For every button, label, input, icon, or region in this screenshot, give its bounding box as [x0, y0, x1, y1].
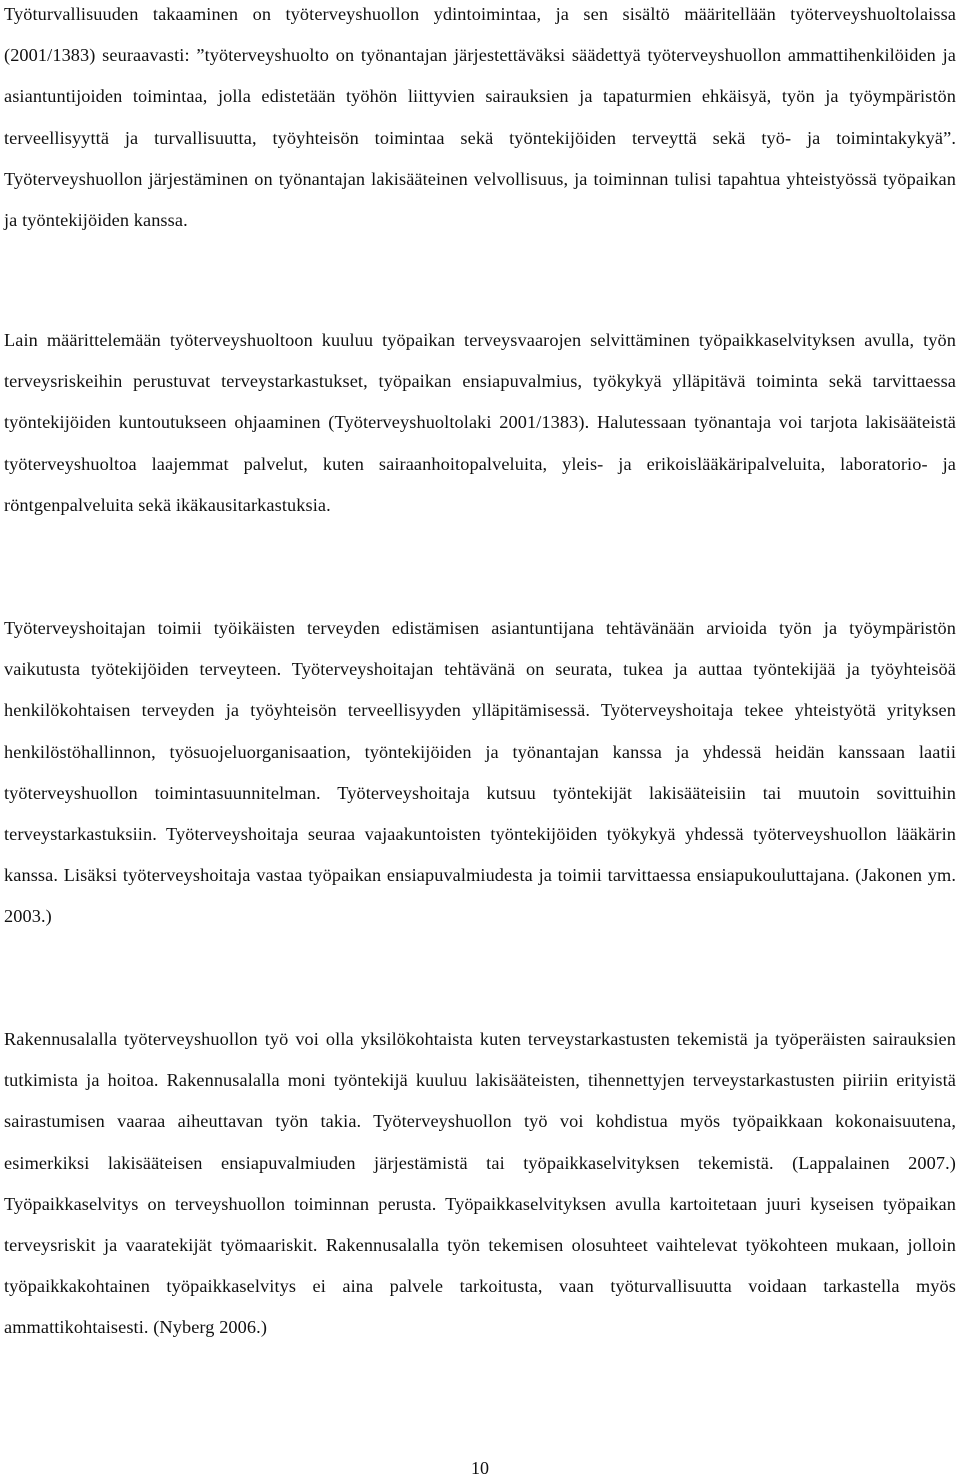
page-number: 10	[471, 1458, 489, 1478]
paragraph-occupational-safety: Työturvallisuuden takaaminen on työterveyshuollon ydintoimintaa, ja sen sisältö määritellään työterveyshuoltolaissa (2001/1383) seuraavasti: ”työterveyshuolto on työnantajan järjestettäväksi säädettyä työterveyshuollon ammattihenkilöiden ja asiantuntijoiden toimintaa, jolla edistetään työhön liittyvien sairauksien ja tapaturmien ehkäisyä, työn ja työympäristön terveellisyyttä ja turvallisuutta, työyhteisön toimintaa sekä työntekijöiden terveyttä sekä työ- ja toimintakykyä”. Työterveyshuollon järjestäminen on työnantajan lakisääteinen velvollisuus, ja toiminnan tulisi tapahtua yhteistyössä työpaikan ja työntekijöiden kanssa.	[4, 4, 956, 231]
paragraph-construction-sector: Rakennusalalla työterveyshuollon työ voi olla yksilökohtaista kuten terveystarkastusten tekemistä ja työperäisten sairauksien tutkimista ja hoitoa. Rakennusalalla moni työntekijä kuuluu lakisääteisten, tihennettyjen terveystarkastusten piiriin erityistä sairastumisen vaaraa aiheuttavan työn takia. Työterveyshuollon työ voi kohdistua myös työpaikkaan kokonaisuutena, esimerkiksi lakisääteisen ensiapuvalmiuden järjestämistä tai työpaikkaselvityksen tekemistä. (Lappalainen 2007.) Työpaikkaselvitys on terveyshuollon toiminnan perusta. Työpaikkaselvityksen avulla kartoitetaan juuri kyseisen työpaikan terveysriskit ja vaaratekijät työmaariskit. Rakennusalalla työn tekemisen olosuhteet vaihtelevat työkohteen mukaan, jolloin työpaikkakohtainen työpaikkaselvitys ei aina palvele tarkoitusta, vaan työturvallisuutta voidaan tarkastella myös ammattikohtaisesti. (Nyberg 2006.)	[4, 1029, 956, 1338]
paragraph-legal-requirements: Lain määrittelemään työterveyshuoltoon kuuluu työpaikan terveysvaarojen selvittäminen työpaikkaselvityksen avulla, työn terveysriskeihin perustuvat terveystarkastukset, työpaikan ensiapuvalmius, työkykyä ylläpitävä toiminta sekä tarvittaessa työntekijöiden kuntoutukseen ohjaaminen (Työterveyshuoltolaki 2001/1383). Halutessaan työnantaja voi tarjota lakisääteistä työterveyshuoltoa laajemmat palvelut, kuten sairaanhoitopalveluita, yleis- ja erikoislääkäripalveluita, laboratorio- ja röntgenpalveluita sekä ikäkausitarkastuksia.	[4, 330, 956, 515]
paragraph-nurse-role: Työterveyshoitajan toimii työikäisten terveyden edistämisen asiantuntijana tehtävänään arvioida työn ja työympäristön vaikutusta työtekijöiden terveyteen. Työterveyshoitajan tehtävänä on seurata, tukea ja auttaa työntekijää ja työyhteisöä henkilökohtaisen terveyden ja työyhteisön terveellisyyden ylläpitämisessä. Työterveyshoitaja tekee yhteistyötä yrityksen henkilöstöhallinnon, työsuojeluorganisaation, työntekijöiden ja työnantajan kanssa ja yhdessä heidän kanssaan laatii työterveyshuollon toimintasuunnitelman. Työterveyshoitaja kutsuu työntekijät lakisääteisiin tai muutoin sovittuihin terveystarkastuksiin. Työterveyshoitaja seuraa vajaakuntoisten työntekijöiden työkykyä yhdessä työterveyshuollon lääkärin kanssa. Lisäksi työterveyshoitaja vastaa työpaikan ensiapuvalmiudesta ja toimii tarvittaessa ensiapukouluttajana. (Jakonen ym. 2003.)	[4, 618, 956, 927]
